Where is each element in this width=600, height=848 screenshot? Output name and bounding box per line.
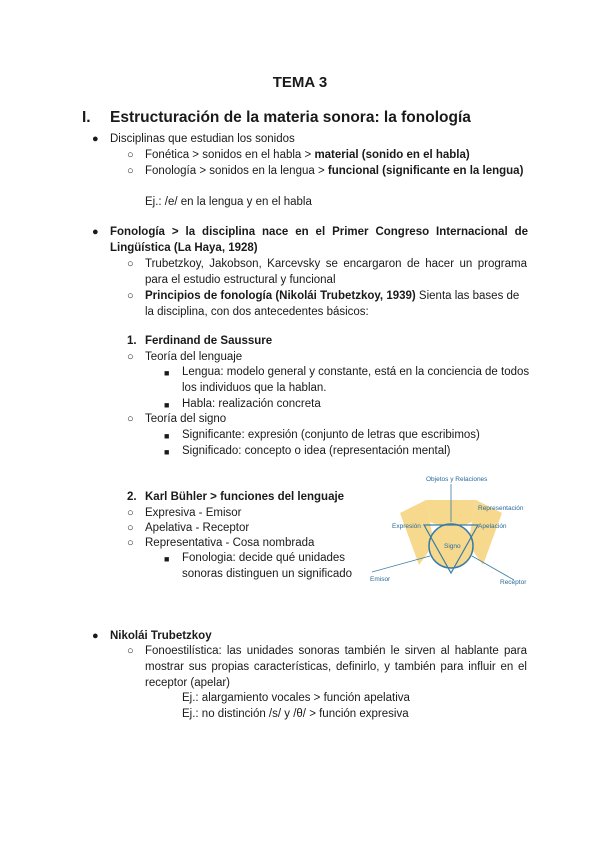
principles-text: Sienta las bases de la disciplina, con dos antecedentes básicos: — [145, 290, 520, 318]
fonetica-line — [145, 147, 530, 163]
bullet-circle: ○ — [127, 258, 134, 270]
lengua-def: Lengua: modelo general y constante, está en la conciencia de todos los individuos que la hablan. — [182, 366, 530, 394]
habla-def: Habla: realización concreta — [182, 398, 321, 410]
fonetica-text: Fonética > sonidos en el habla > — [145, 149, 315, 161]
authors-line: Trubetzkoy, Jakobson, Karcevsky se encargaron de hacer un programa para el estudio estructural y funcional — [145, 258, 527, 286]
label-emisor: Emisor — [370, 576, 391, 583]
label-representacion: Representación — [478, 505, 524, 512]
fonetica-bold: material (sonido en el habla) — [314, 149, 470, 161]
bullet-circle: ○ — [127, 351, 134, 363]
bullet-circle: ○ — [127, 645, 134, 657]
label-apelacion: Apelación — [478, 523, 507, 530]
label-signo: Signo — [444, 543, 461, 550]
example-line: Ej.: /e/ en la lengua y en el habla — [145, 196, 312, 208]
bullet-square: ■ — [164, 400, 170, 410]
bullet-disc: ● — [92, 630, 99, 642]
teoria-lenguaje: Teoría del lenguaje — [145, 351, 243, 363]
bullet-square: ■ — [164, 431, 170, 441]
label-expresion: Expresión — [392, 523, 421, 530]
significante-def: Significante: expresión (conjunto de letras que escribimos) — [182, 429, 480, 441]
fonologia-decide: Fonologia: decide qué unidades sonoras distinguen un significado — [182, 552, 353, 580]
bullet-square: ■ — [164, 447, 170, 457]
bullet-disc: ● — [92, 226, 99, 238]
buhler-organon-diagram — [364, 470, 534, 590]
block2-heading: Fonología > la disciplina nace en el Primer Congreso Internacional de Lingüística (La Haya, 1928) — [110, 226, 528, 254]
bullet-circle: ○ — [127, 413, 134, 425]
bullet-circle: ○ — [127, 537, 134, 549]
block3-heading: Nikolái Trubetzkoy — [110, 630, 212, 642]
diagram-shapes — [372, 484, 514, 580]
apelativa-line: Apelativa - Receptor — [145, 522, 250, 534]
example-apelativa: Ej.: alargamiento vocales > función apelativa — [182, 692, 410, 704]
bullet-disc: ● — [92, 133, 99, 145]
item2-number: 2. — [127, 491, 137, 503]
line-receptor — [472, 556, 514, 580]
principles-bold: Principios de fonología (Nikolái Trubetzkoy, 1939) — [145, 290, 416, 302]
item2-title: Karl Bühler > funciones del lenguaje — [145, 491, 345, 503]
representativa-line: Representativa - Cosa nombrada — [145, 537, 315, 549]
significado-def: Significado: concepto o idea (representación mental) — [182, 445, 451, 457]
bullet-circle: ○ — [127, 507, 134, 519]
line-emisor — [372, 556, 430, 572]
bullet-square: ■ — [164, 368, 170, 378]
fonologia-line — [145, 163, 527, 179]
bullet-square: ■ — [164, 554, 170, 564]
section-title: Estructuración de la materia sonora: la fonología — [110, 109, 471, 126]
section-number: I. — [82, 109, 91, 126]
fonologia-text: Fonología > sonidos en la lengua > — [145, 165, 328, 177]
bullet-circle: ○ — [127, 149, 134, 161]
item1-title: Ferdinand de Saussure — [145, 335, 273, 347]
fonologia-bold: funcional (significante en la lengua) — [327, 165, 524, 177]
page-title: TEMA 3 — [272, 74, 328, 91]
teoria-signo: Teoría del signo — [145, 413, 227, 425]
label-objetos: Objetos y Relaciones — [426, 476, 488, 483]
bullet-circle: ○ — [127, 290, 134, 302]
fonoestilistica-line: Fonoestilística: las unidades sonoras también le sirven al hablante para mostrar sus propias características, definirlo, y también para influir en el receptor (apelar) — [145, 645, 527, 689]
label-receptor: Receptor — [500, 579, 527, 586]
bullet-circle: ○ — [127, 522, 134, 534]
example-expresiva: Ej.: no distinción /s/ y /θ/ > función expresiva — [182, 708, 409, 720]
expresiva-line: Expresiva - Emisor — [145, 507, 242, 519]
principles-line — [145, 288, 530, 320]
block1-heading: Disciplinas que estudian los sonidos — [110, 133, 295, 145]
bullet-circle: ○ — [127, 165, 134, 177]
item1-number: 1. — [127, 335, 137, 347]
